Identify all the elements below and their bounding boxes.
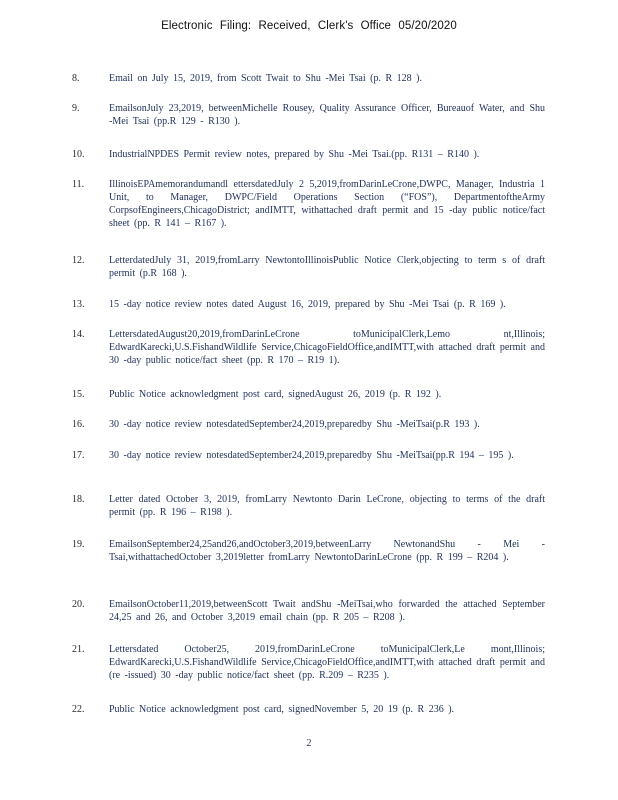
item-number: 11. bbox=[72, 179, 85, 190]
item-description: 30 -day notice review notesdatedSeptember24,2019,preparedby Shu -MeiTsai(p.R 193 ). bbox=[109, 419, 480, 430]
item-description: LettersdatedAugust20,2019,fromDarinLeCrone toMunicipalClerk,Lemo nt,Illinois; EdwardKarecki,U.S.FishandWildlife Service,ChicagoFieldOffice,andIMTT,with attached draft permit and 30 -day public notice/fact sheet (pp. R 170 – R19 1). bbox=[109, 329, 545, 366]
item-number: 22. bbox=[72, 704, 85, 715]
item-description: IndustrialNPDES Permit review notes, prepared by Shu -Mei Tsai.(pp. R131 – R140 ). bbox=[109, 149, 480, 160]
item-description: Public Notice acknowledgment post card, signedAugust 26, 2019 (p. R 192 ). bbox=[109, 389, 442, 400]
item-description: LetterdatedJuly 31, 2019,fromLarry NewtontoIllinoisPublic Notice Clerk,objecting to term s of draft permit (p.R 168 ). bbox=[109, 255, 545, 279]
item-number: 18. bbox=[72, 494, 85, 505]
item-description: Public Notice acknowledgment post card, signedNovember 5, 20 19 (p. R 236 ). bbox=[109, 704, 455, 715]
item-number: 20. bbox=[72, 599, 85, 610]
item-description: 15 -day notice review notes dated August 16, 2019, prepared by Shu -Mei Tsai (p. R 169 ). bbox=[109, 299, 506, 310]
item-description: Lettersdated October25, 2019,fromDarinLeCrone toMunicipalClerk,Le mont,Illinois; EdwardKarecki,U.S.FishandWildlife Service,ChicagoFieldOffice,andIMTT,with attached draft permit and (re -issued) 30 -day public notice/fact sheet (pp. R.209 – R235 ). bbox=[109, 644, 545, 681]
item-description: IllinoisEPAmemorandumandl ettersdatedJuly 2 5,2019,fromDarinLeCrone,DWPC, Manager, Industria 1 Unit, to Manager, DWPC/Field Operations Section (“FOS”), DepartmentoftheArmy CorpsofEngineers,ChicagoDistrict; andIMTT, withattached draft permit and 15 -day public notice/fact sheet (pp. R 141 – R167 ). bbox=[109, 179, 545, 229]
item-number: 8. bbox=[72, 73, 80, 84]
item-number: 16. bbox=[72, 419, 85, 430]
item-number: 12. bbox=[72, 255, 85, 266]
item-number: 15. bbox=[72, 389, 85, 400]
item-description: EmailsonSeptember24,25and26,andOctober3,2019,betweenLarry NewtonandShu - Mei -Tsai,withattachedOctober 3,2019letter fromLarry NewtontoDarinLeCrone (pp. R 199 – R204 ). bbox=[109, 539, 545, 563]
item-description: 30 -day notice review notesdatedSeptember24,2019,preparedby Shu -MeiTsai(pp.R 194 – 195 ). bbox=[109, 450, 514, 461]
item-number: 9. bbox=[72, 103, 80, 114]
page-number: 2 bbox=[306, 738, 312, 749]
item-number: 14. bbox=[72, 329, 85, 340]
item-number: 10. bbox=[72, 149, 85, 160]
item-description: EmailsonOctober11,2019,betweenScott Twait andShu -MeiTsai,who forwarded the attached September 24,25 and 26, and October 3,2019 email chain (pp. R 205 – R208 ). bbox=[109, 599, 545, 623]
item-description: Letter dated October 3, 2019, fromLarry Newtonto Darin LeCrone, objecting to terms of the draft permit (pp. R 196 – R198 ). bbox=[109, 494, 545, 518]
electronic-filing-header: Electronic Filing: Received, Clerk's Office 05/20/2020 bbox=[161, 20, 457, 32]
item-description: EmailsonJuly 23,2019, betweenMichelle Rousey, Quality Assurance Officer, Bureauof Water, and Shu -Mei Tsai (pp.R 129 - R130 ). bbox=[109, 103, 545, 127]
item-number: 21. bbox=[72, 644, 85, 655]
item-number: 19. bbox=[72, 539, 85, 550]
item-number: 13. bbox=[72, 299, 85, 310]
item-description: Email on July 15, 2019, from Scott Twait to Shu -Mei Tsai (p. R 128 ). bbox=[109, 73, 422, 84]
item-number: 17. bbox=[72, 450, 85, 461]
